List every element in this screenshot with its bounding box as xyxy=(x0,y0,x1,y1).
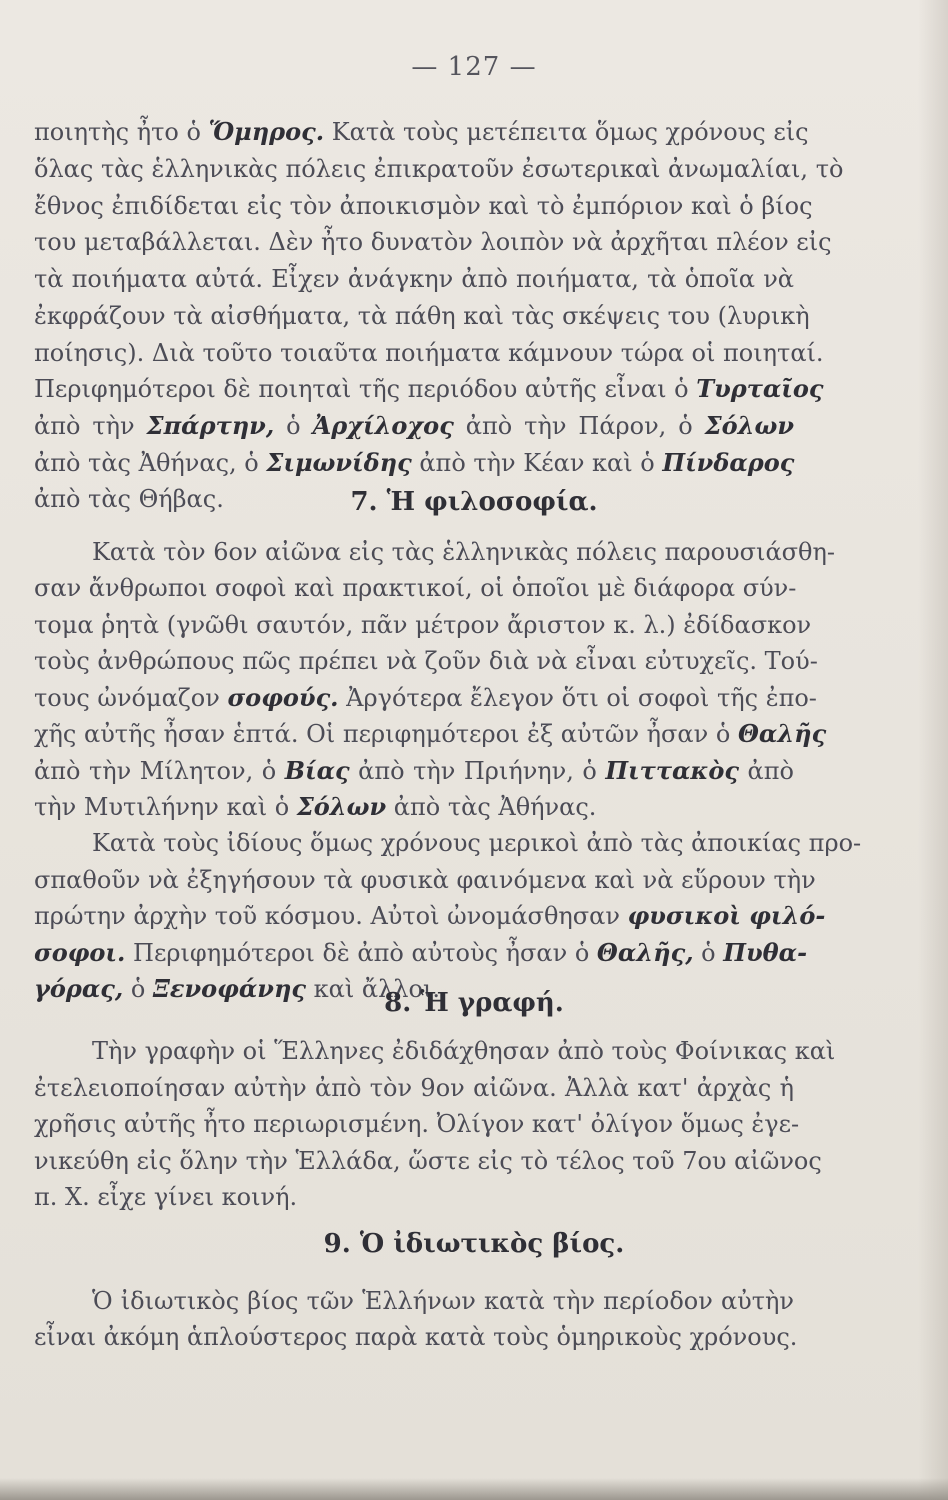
text-run: Κατὰ τοὺς μετέπειτα ὅμως χρόνους εἰς xyxy=(324,118,809,146)
text-line xyxy=(34,714,827,754)
text-line: σπαθοῦν νὰ ἐξηγήσουν τὰ φυσικὰ φαινόμενα καὶ νὰ εὕρουν τὴν xyxy=(34,866,816,894)
text-line: χρῆσις αὐτῆς ἦτο περιωρισμένη. Ὀλίγον κατ' ὀλίγον ὅμως ἐγε- xyxy=(34,1110,800,1138)
name-pittacus: Πιττακὸς xyxy=(605,756,740,785)
name-xenophanes: Ξενοφάνης xyxy=(152,974,307,1003)
text-line: εἶναι ἀκόμη ἁπλούστερος παρὰ κατὰ τοὺς ὁμηρικοὺς χρόνους. xyxy=(34,1323,798,1351)
text-line xyxy=(34,112,809,152)
section-heading-8: 8. Ἡ γραφή. xyxy=(384,988,564,1018)
name-homer: Ὅμηρος. xyxy=(208,117,325,146)
text-run: Ἀργότερα ἔλεγον ὅτι οἱ σοφοὶ τῆς ἐπο- xyxy=(338,684,817,712)
name-sparta: Σπάρτην, xyxy=(146,411,275,440)
text-run: ἀπὸ τὴν Πριήνην, ὁ xyxy=(349,757,606,785)
name-bias: Βίας xyxy=(284,756,350,785)
name-thales: Θαλῆς xyxy=(737,719,827,748)
text-line xyxy=(34,406,794,446)
page-bottom-edge xyxy=(0,1478,948,1500)
name-simonides: Σιμωνίδης xyxy=(266,448,412,477)
name-thales: Θαλῆς, xyxy=(596,938,694,967)
text-line: ἔθνος ἐπιδίδεται εἰς τὸν ἀποικισμὸν καὶ τὸ ἐμπόριον καὶ ὁ βίος xyxy=(34,192,813,220)
text-line: ποίησις). Διὰ τοῦτο τοιαῦτα ποιήματα κάμνουν τώρα οἱ ποιηταί. xyxy=(34,339,824,367)
text-line: τοὺς ἀνθρώπους πῶς πρέπει νὰ ζοῦν διὰ νὰ εἶναι εὐτυχεῖς. Τού- xyxy=(34,647,818,675)
text-line xyxy=(34,933,808,973)
text-line: ὅλας τὰς ἑλληνικὰς πόλεις ἐπικρατοῦν ἐσωτερικαὶ ἀνωμαλίαι, τὸ xyxy=(34,155,844,183)
text-run: Περιφημότεροι δὲ ἀπὸ αὐτοὺς ἦσαν ὁ xyxy=(125,939,597,967)
text-run: καὶ ἄλλοι. xyxy=(306,975,441,1003)
name-solon: Σόλων xyxy=(704,411,794,440)
text-run: χῆς αὐτῆς ἦσαν ἑπτά. Οἱ περιφημότεροι ἐξ αὐτῶν ἦσαν ὁ xyxy=(34,720,738,748)
text-line: σαν ἄνθρωποι σοφοὶ καὶ πρακτικοί, οἱ ὁποῖοι μὲ διάφορα σύν- xyxy=(34,574,797,602)
text-line: π. Χ. εἶχε γίνει κοινή. xyxy=(34,1183,298,1211)
text-line xyxy=(34,678,817,718)
text-line: Κατὰ τοὺς ἰδίους ὅμως χρόνους μερικοὶ ἀπὸ τὰς ἀποικίας προ- xyxy=(92,829,862,857)
text-line xyxy=(34,896,826,936)
text-run: ἀπὸ τὴν Πάρον, ὁ xyxy=(453,412,705,440)
text-line: Τὴν γραφὴν οἱ Ἕλληνες ἐδιδάχθησαν ἀπὸ τοὺς Φοίνικας καὶ xyxy=(92,1037,836,1065)
name-pythagoras: Πυθα- xyxy=(723,938,808,967)
name-solon: Σόλων xyxy=(296,792,387,821)
text-line: του μεταβάλλεται. Δὲν ἦτο δυνατὸν λοιπὸν νὰ ἀρχῆται πλέον εἰς xyxy=(34,228,832,256)
text-run: ὁ xyxy=(693,939,724,967)
section-heading-9: 9. Ὁ ἰδιωτικὸς βίος. xyxy=(323,1229,625,1259)
text-line xyxy=(34,751,794,791)
text-line: νικεύθη εἰς ὅλην τὴν Ἑλλάδα, ὥστε εἰς τὸ τέλος τοῦ 7ου αἰῶνος xyxy=(34,1147,822,1175)
section-heading-7: 7. Ἡ φιλοσοφία. xyxy=(350,487,598,517)
text-run: ἀπὸ τὴν Μίλητον, ὁ xyxy=(34,757,285,785)
text-run: πρώτην ἀρχὴν τοῦ κόσμου. Αὐτοὶ ὠνομάσθησαν xyxy=(34,902,628,930)
name-pindar: Πίνδαρος xyxy=(662,448,795,477)
page-number: — 127 — xyxy=(411,52,537,82)
name-tyrtaeus: Τυρταῖος xyxy=(696,374,824,403)
text-run: ἀπὸ τὰς Ἀθήνας. xyxy=(386,793,597,821)
text-run: τὴν Μυτιλήνην καὶ ὁ xyxy=(34,793,297,821)
text-run: τους ὠνόμαζον xyxy=(34,684,228,712)
text-run: ἀπὸ xyxy=(739,757,794,785)
term-natural-philosophers: σοφοι. xyxy=(34,938,126,967)
name-archilochus: Ἀρχίλοχος xyxy=(312,411,454,440)
text-run: ἀπὸ τὴν xyxy=(34,412,147,440)
text-run: Περιφημότεροι δὲ ποιηταὶ τῆς περιόδου αὐτῆς εἶναι ὁ xyxy=(34,375,697,403)
text-line: τὰ ποιήματα αὐτά. Εἶχεν ἀνάγκην ἀπὸ ποιήματα, τὰ ὁποῖα νὰ xyxy=(34,265,794,293)
text-line: ἐκφράζουν τὰ αἰσθήματα, τὰ πάθη καὶ τὰς σκέψεις του (λυρικὴ xyxy=(34,302,810,330)
text-run: ἀπὸ τὴν Κέαν καὶ ὁ xyxy=(411,449,663,477)
text-run: ἀπὸ τὰς Ἀθήνας, ὁ xyxy=(34,449,267,477)
text-line: τομα ῥητὰ (γνῶθι σαυτόν, πᾶν μέτρον ἄριστον κ. λ.) ἐδίδασκον xyxy=(34,611,812,639)
text-run: ποιητὴς ἦτο ὁ xyxy=(34,118,209,146)
text-line: ἀπὸ τὰς Θήβας. xyxy=(34,485,224,513)
text-run: ὁ xyxy=(274,412,313,440)
text-line: Ὁ ἰδιωτικὸς βίος τῶν Ἑλλήνων κατὰ τὴν περίοδον αὐτὴν xyxy=(92,1287,794,1315)
term-natural-philosophers: φυσικοὶ φιλό- xyxy=(627,901,826,930)
text-line xyxy=(34,787,794,827)
text-line: Κατὰ τὸν 6ον αἰῶνα εἰς τὰς ἑλληνικὰς πόλεις παρουσιάσθη- xyxy=(92,538,835,566)
text-line: ἐτελειοποίησαν αὐτὴν ἀπὸ τὸν 9ον αἰῶνα. Ἀλλὰ κατ' ἀρχὰς ἡ xyxy=(34,1074,794,1102)
name-pythagoras: γόρας, xyxy=(34,974,124,1003)
text-line xyxy=(34,369,824,409)
page-edge-shadow xyxy=(918,0,948,1500)
text-line xyxy=(34,443,794,483)
text-run: ὁ xyxy=(123,975,153,1003)
term-sages: σοφούς. xyxy=(227,683,339,712)
